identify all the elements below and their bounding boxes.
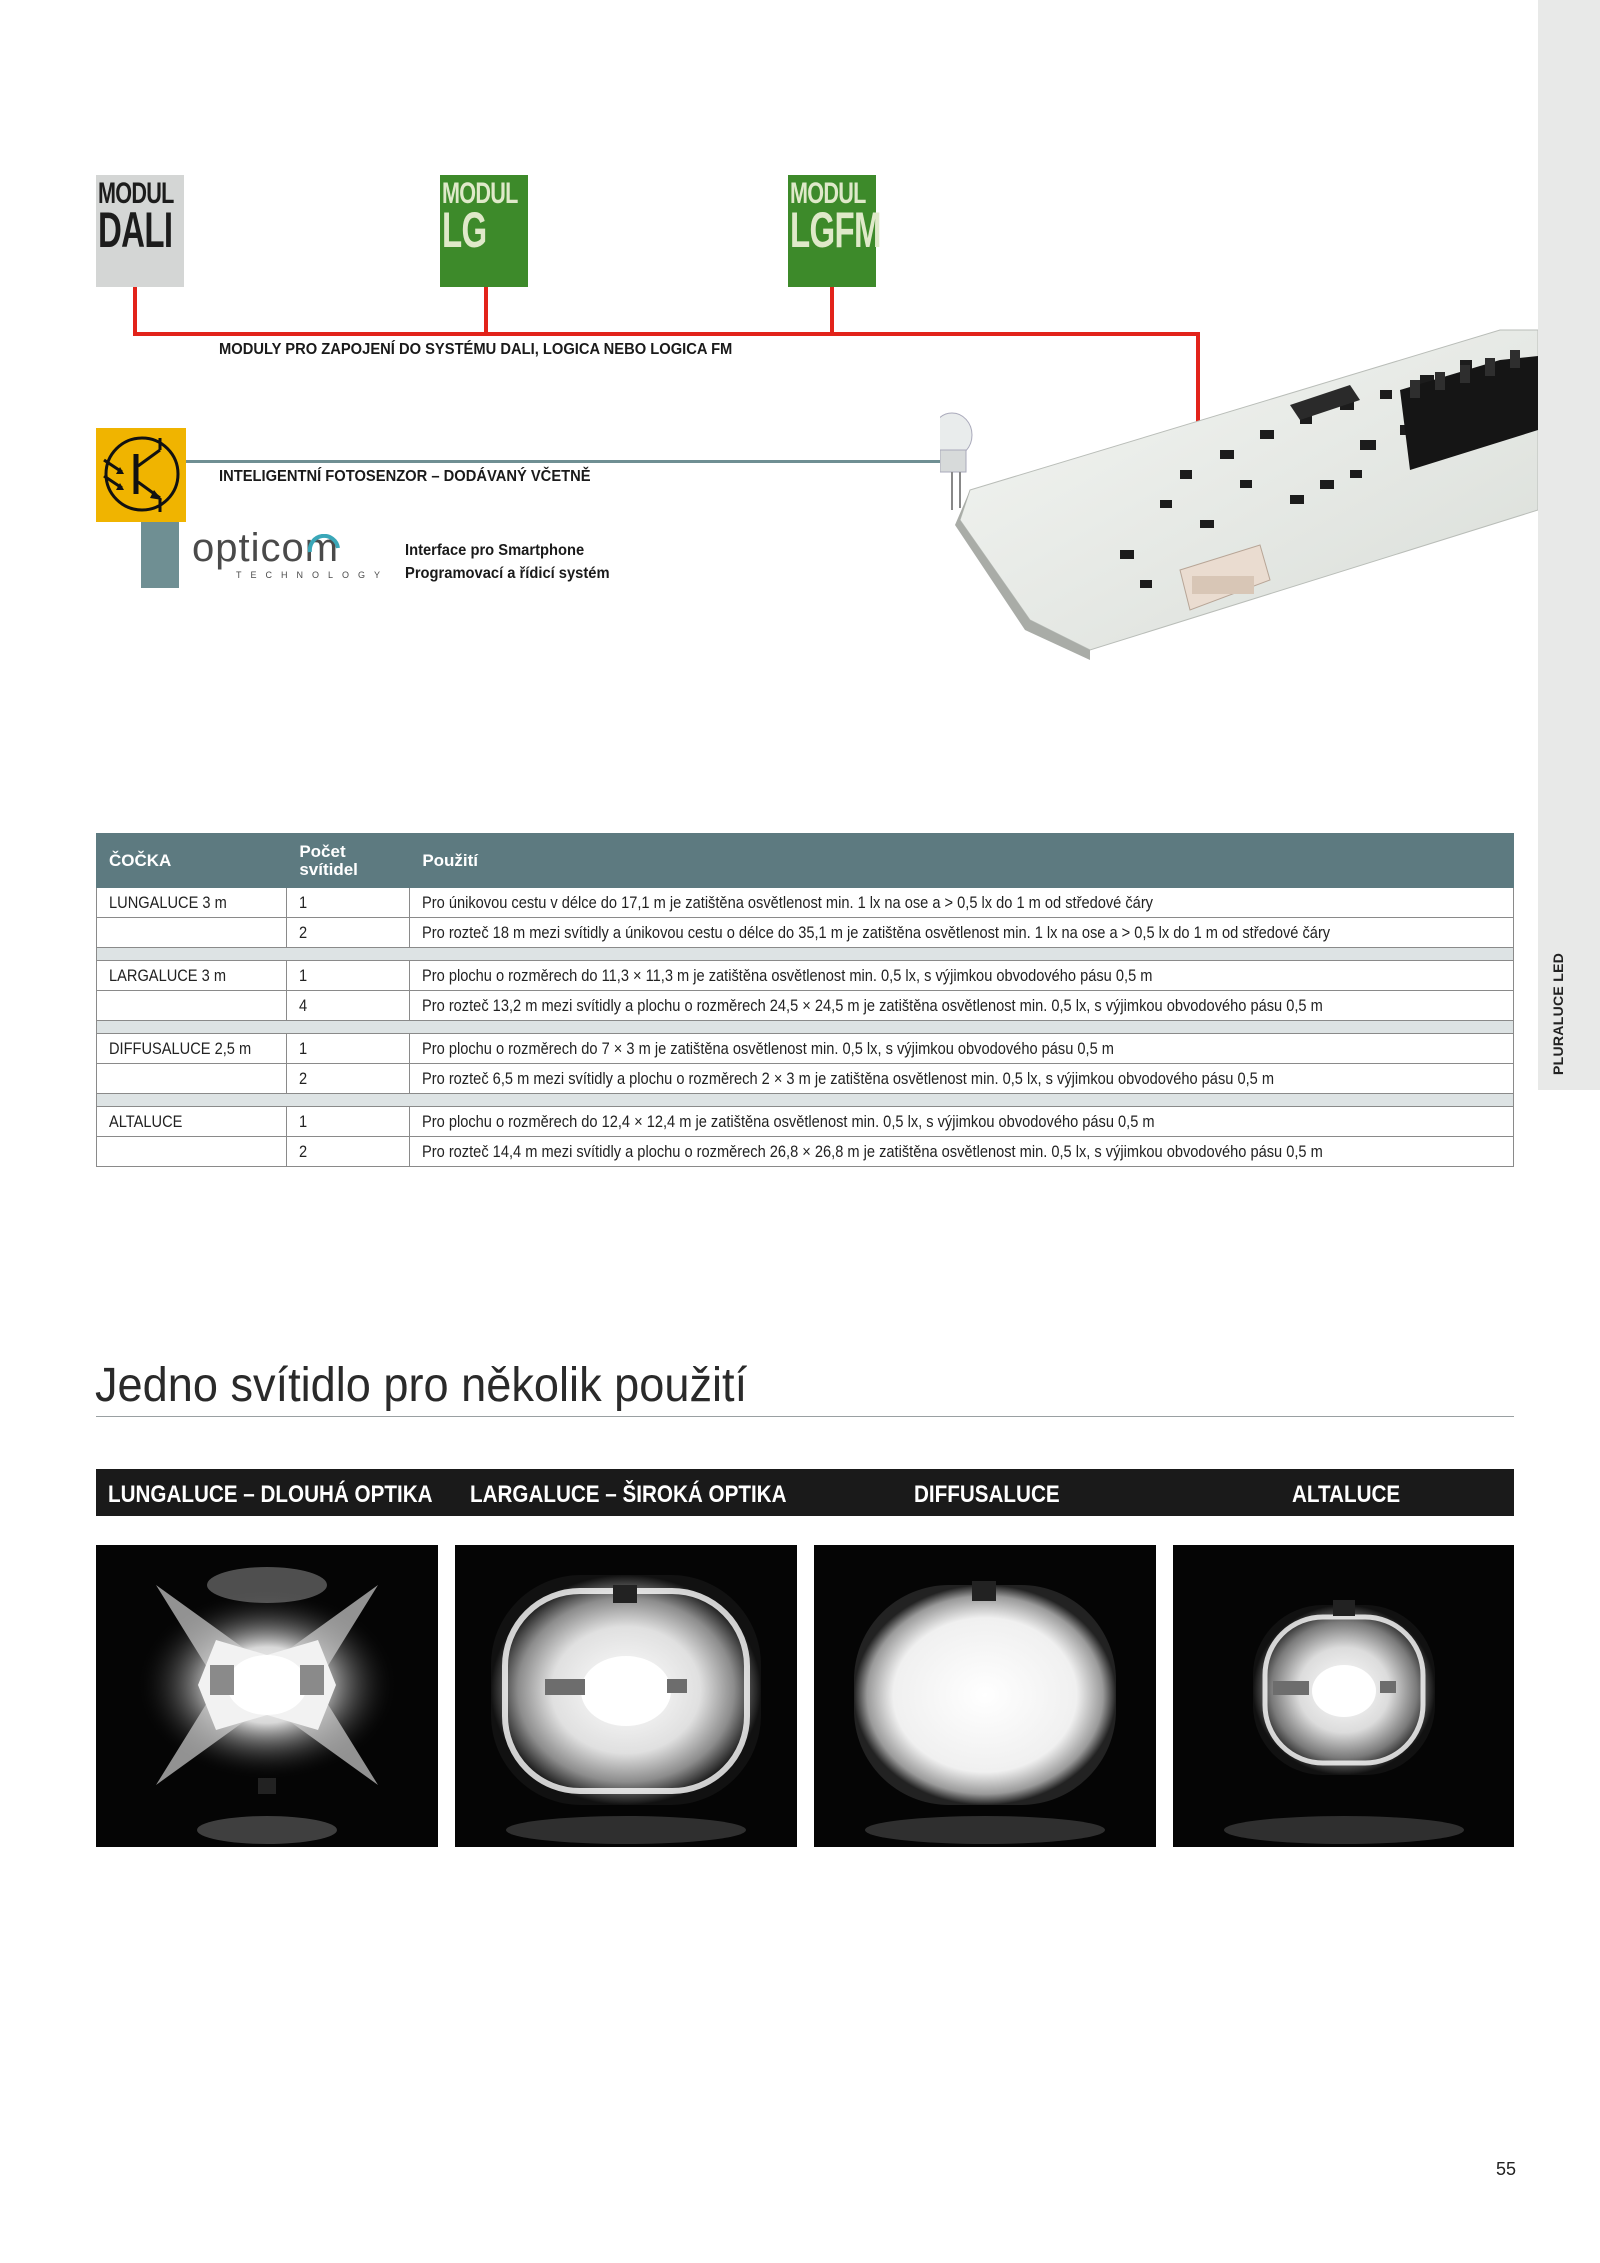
connector-dali-vertical [133, 287, 137, 335]
largaluce-light-photo [455, 1545, 797, 1847]
connector-lgfm-vertical [830, 287, 834, 335]
section-title-rule [96, 1416, 1514, 1417]
opticom-bracket [141, 522, 179, 588]
bar-label-largaluce: LARGALUCE – ŠIROKÁ OPTIKA [470, 1481, 787, 1508]
modul-lg-line2: LG [442, 202, 487, 258]
table-row [97, 888, 1514, 918]
header-use: Použití [410, 834, 1514, 888]
table-row [97, 1034, 1514, 1064]
modul-lgfm-box [788, 175, 881, 287]
opticom-swirl-icon [306, 534, 342, 568]
sensor-connector-line [186, 460, 940, 463]
table-header-row [97, 834, 1514, 888]
use-cell: Pro rozteč 14,4 m mezi svítidly a plochu o rozměrech 26,8 × 26,8 m je zatištěna osvětlenost min. 0,5 lx, s výjimkou obvodového pásu 0,5 m [410, 1137, 1514, 1167]
table-row [97, 991, 1514, 1021]
bar-label-altaluce: ALTALUCE [1292, 1481, 1401, 1508]
section-title: Jedno svítidlo pro několik použití [95, 1359, 748, 1412]
count-cell: 4 [287, 991, 410, 1021]
lens-cell: DIFFUSALUCE 2,5 m [97, 1034, 287, 1064]
count-cell: 1 [287, 1107, 410, 1137]
count-cell: 2 [287, 1064, 410, 1094]
count-cell: 2 [287, 918, 410, 948]
diffusaluce-light-photo [814, 1545, 1156, 1847]
altaluce-light-photo [1173, 1545, 1514, 1847]
side-tab-label: PLURALUCE LED [1550, 952, 1566, 1075]
lens-cell [97, 991, 287, 1021]
lens-cell [97, 1064, 287, 1094]
table-separator [97, 1094, 1514, 1107]
lens-cell: LARGALUCE 3 m [97, 961, 287, 991]
lens-table [96, 833, 1514, 1167]
modul-dali-box [96, 175, 184, 287]
opticom-caption-line1: Interface pro Smartphone [405, 542, 585, 559]
lens-cell: LUNGALUCE 3 m [97, 888, 287, 918]
opticom-logo-word: opticom [192, 526, 340, 570]
use-cell: Pro rozteč 18 m mezi svítidly a únikovou cestu o délce do 35,1 m je zatištěna osvětlenost min. 1 lx na ose a > 0,5 lx do 1 m od středové čáry [410, 918, 1514, 948]
use-cell: Pro plochu o rozměrech do 12,4 × 12,4 m je zatištěna osvětlenost min. 0,5 lx, s výjimkou obvodového pásu 0,5 m [410, 1107, 1514, 1137]
connector-lg-vertical [484, 287, 488, 335]
modul-lg-box [440, 175, 528, 287]
pcb-photo [940, 320, 1538, 680]
header-lens: ČOČKA [97, 834, 287, 888]
table-row [97, 1107, 1514, 1137]
modul-dali-line2: DALI [98, 202, 173, 258]
table-row [97, 1064, 1514, 1094]
use-cell: Pro rozteč 6,5 m mezi svítidly a plochu o rozměrech 2 × 3 m je zatištěna osvětlenost min. 0,5 lx, s výjimkou obvodového pásu 0,5 m [410, 1064, 1514, 1094]
use-cell: Pro rozteč 13,2 m mezi svítidly a plochu o rozměrech 24,5 × 24,5 m je zatištěna osvětlenost min. 0,5 lx, s výjimkou obvodového pásu 0,5 m [410, 991, 1514, 1021]
modules-caption: MODULY PRO ZAPOJENÍ DO SYSTÉMU DALI, LOGICA NEBO LOGICA FM [219, 341, 733, 358]
opticom-caption-line2: Programovací a řídicí systém [405, 565, 610, 582]
count-cell: 2 [287, 1137, 410, 1167]
optics-label-bar [96, 1469, 1514, 1516]
modul-lgfm-line1: MODUL [790, 177, 866, 210]
use-cell: Pro plochu o rozměrech do 11,3 × 11,3 m je zatištěna osvětlenost min. 0,5 lx, s výjimkou obvodového pásu 0,5 m [410, 961, 1514, 991]
table-row [97, 1137, 1514, 1167]
lens-cell: ALTALUCE [97, 1107, 287, 1137]
count-cell: 1 [287, 1034, 410, 1064]
lens-cell [97, 1137, 287, 1167]
use-cell: Pro plochu o rozměrech do 7 × 3 m je zatištěna osvětlenost min. 0,5 lx, s výjimkou obvodového pásu 0,5 m [410, 1034, 1514, 1064]
sensor-caption: INTELIGENTNÍ FOTOSENZOR – DODÁVANÝ VČETNĚ [219, 468, 591, 485]
opticom-logo [192, 526, 390, 588]
lungaluce-light-photo [96, 1545, 438, 1847]
table-separator [97, 1021, 1514, 1034]
opticom-logo-sub: TECHNOLOGY [236, 570, 390, 580]
page-number: 55 [1496, 2159, 1517, 2179]
lens-cell [97, 918, 287, 948]
bar-label-diffusaluce: DIFFUSALUCE [914, 1481, 1060, 1508]
bar-label-lungaluce: LUNGALUCE – DLOUHÁ OPTIKA [108, 1481, 433, 1508]
modul-lg-line1: MODUL [442, 177, 518, 210]
modul-lgfm-line2: LGFM [790, 202, 881, 258]
modul-dali-line1: MODUL [98, 177, 174, 210]
table-row [97, 961, 1514, 991]
photosensor-icon [96, 428, 186, 522]
table-row [97, 918, 1514, 948]
header-count: Počet svítidel [287, 834, 410, 888]
use-cell: Pro únikovou cestu v délce do 17,1 m je zatištěna osvětlenost min. 1 lx na ose a > 0,5 lx do 1 m od středové čáry [410, 888, 1514, 918]
side-tab [1538, 0, 1600, 1090]
table-separator [97, 948, 1514, 961]
count-cell: 1 [287, 888, 410, 918]
count-cell: 1 [287, 961, 410, 991]
